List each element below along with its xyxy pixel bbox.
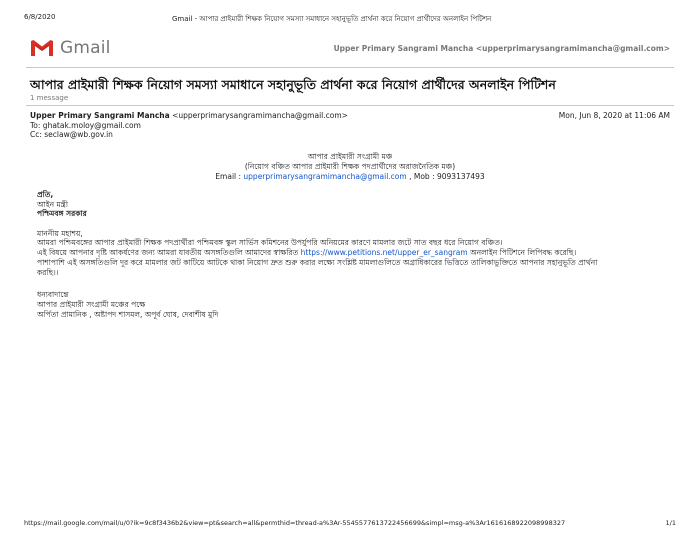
sender-email: <upperprimarysangramimancha@gmail.com> [172, 111, 348, 120]
message-count: 1 message [30, 94, 69, 102]
print-title: Gmail - আপার প্রাইমারী শিক্ষক নিয়োগ সমস্যা সমাধানে সহানুভূতি প্রার্থনা করে নিয়োগ প্রার্থীদের অনলাইন পিটিশন [172, 15, 492, 23]
cc-line: Cc: seclaw@wb.gov.in [30, 130, 113, 139]
contact-line [0, 172, 700, 181]
thread-subject: আপার প্রাইমারী শিক্ষক নিয়োগ সমস্যা সমাধানে সহানুভূতি প্রার্থনা করে নিয়োগ প্রার্থীদের অনলাইন পিটিশন [30, 77, 556, 92]
recipient-govt: পশ্চিমবঙ্গ সরকার [37, 209, 87, 218]
contact-prefix: Email : [215, 172, 242, 181]
subject-divider [26, 105, 674, 106]
print-date: 6/8/2020 [24, 13, 56, 21]
message-date: Mon, Jun 8, 2020 at 11:06 AM [558, 111, 670, 120]
gmail-wordmark: Gmail [60, 38, 111, 58]
page-number: 1/1 [665, 519, 676, 527]
closing-thanks: ধন্যবাদান্তে [37, 290, 69, 299]
greeting: মাননীয় মহাশয়, [37, 229, 83, 238]
contact-email-link[interactable]: upperprimarysangramimancha@gmail.com [243, 172, 407, 181]
org-subtitle: (নিয়োগ বঞ্চিত আপার প্রাইমারী শিক্ষক পদপ্রার্থীদের অরাজনৈতিক মঞ্চ) [244, 162, 456, 171]
org-name: আপার প্রাইমারী সংগ্রামী মঞ্চ [307, 152, 393, 161]
footer-url: https://mail.google.com/mail/u/0?ik=9c8f3436b2&view=pt&search=all&permthid=thread-a%3Ar-5545577613722456699&simpl=msg-a%3Ar1616168922098998327 [24, 519, 566, 527]
contact-mobile: , Mob : 9093137493 [409, 172, 485, 181]
recipient-label: প্রতি, [37, 190, 54, 199]
account-label: Upper Primary Sangrami Mancha <upperprimarysangramimancha@gmail.com> [333, 44, 670, 53]
header-divider [26, 67, 674, 68]
closing-behalf: আপার প্রাইমারী সংগ্রামী মঞ্চের পক্ষে [37, 300, 146, 309]
body-line-1: আমরা পশ্চিমবঙ্গের আপার প্রাইমারী শিক্ষক পদপ্রার্থীরা পশ্চিমবঙ্গ স্কুল সার্ভিস কমিশনের উপর্যুপরি অনিয়মের কারণে মামলার জটে সাত বছর ধরে নিয়োগ বঞ্চিত। [37, 238, 503, 247]
sender-line [30, 111, 348, 120]
petition-link[interactable]: https://www.petitions.net/upper_er_sangram [300, 248, 468, 257]
gmail-logo[interactable] [30, 38, 111, 58]
body-line-2-end: অনলাইন পিটিশনে লিপিবদ্ধ করেছি। [470, 248, 577, 257]
body-line-2-start: এই বিষয়ে আপনার দৃষ্টি আকর্ষণের জন্য আমরা যাবতীয় অসঙ্গতিগুলি আমাদের স্বাক্ষরিত [37, 248, 299, 257]
to-line: To: ghatak.moloy@gmail.com [30, 121, 141, 130]
body-line-3: পাশাপাশি এই অসঙ্গতিগুলি দূর করে মামলার জট কাটিয়ে আটকে থাকা নিয়োগ দ্রুত শুরু করার লক্ষ্যে সংশ্লিষ্ট মামলাগুলিতে অগ্রাধিকারের ভিত্তিতে তালিকাভুক্তিতে আপনার সহানুভূতি প্রার্থনা [37, 258, 598, 267]
signatory-names: অর্পিতা প্রামানিক , অষ্টাপদ শাসমল, অপূর্ব ঘোষ, দেবাশীষ মুদি [37, 310, 219, 319]
body-line-4: করছি।। [37, 268, 59, 277]
gmail-m-icon [30, 39, 54, 57]
sender-name: Upper Primary Sangrami Mancha [30, 111, 170, 120]
recipient-title: আইন মন্ত্রী [37, 200, 69, 209]
